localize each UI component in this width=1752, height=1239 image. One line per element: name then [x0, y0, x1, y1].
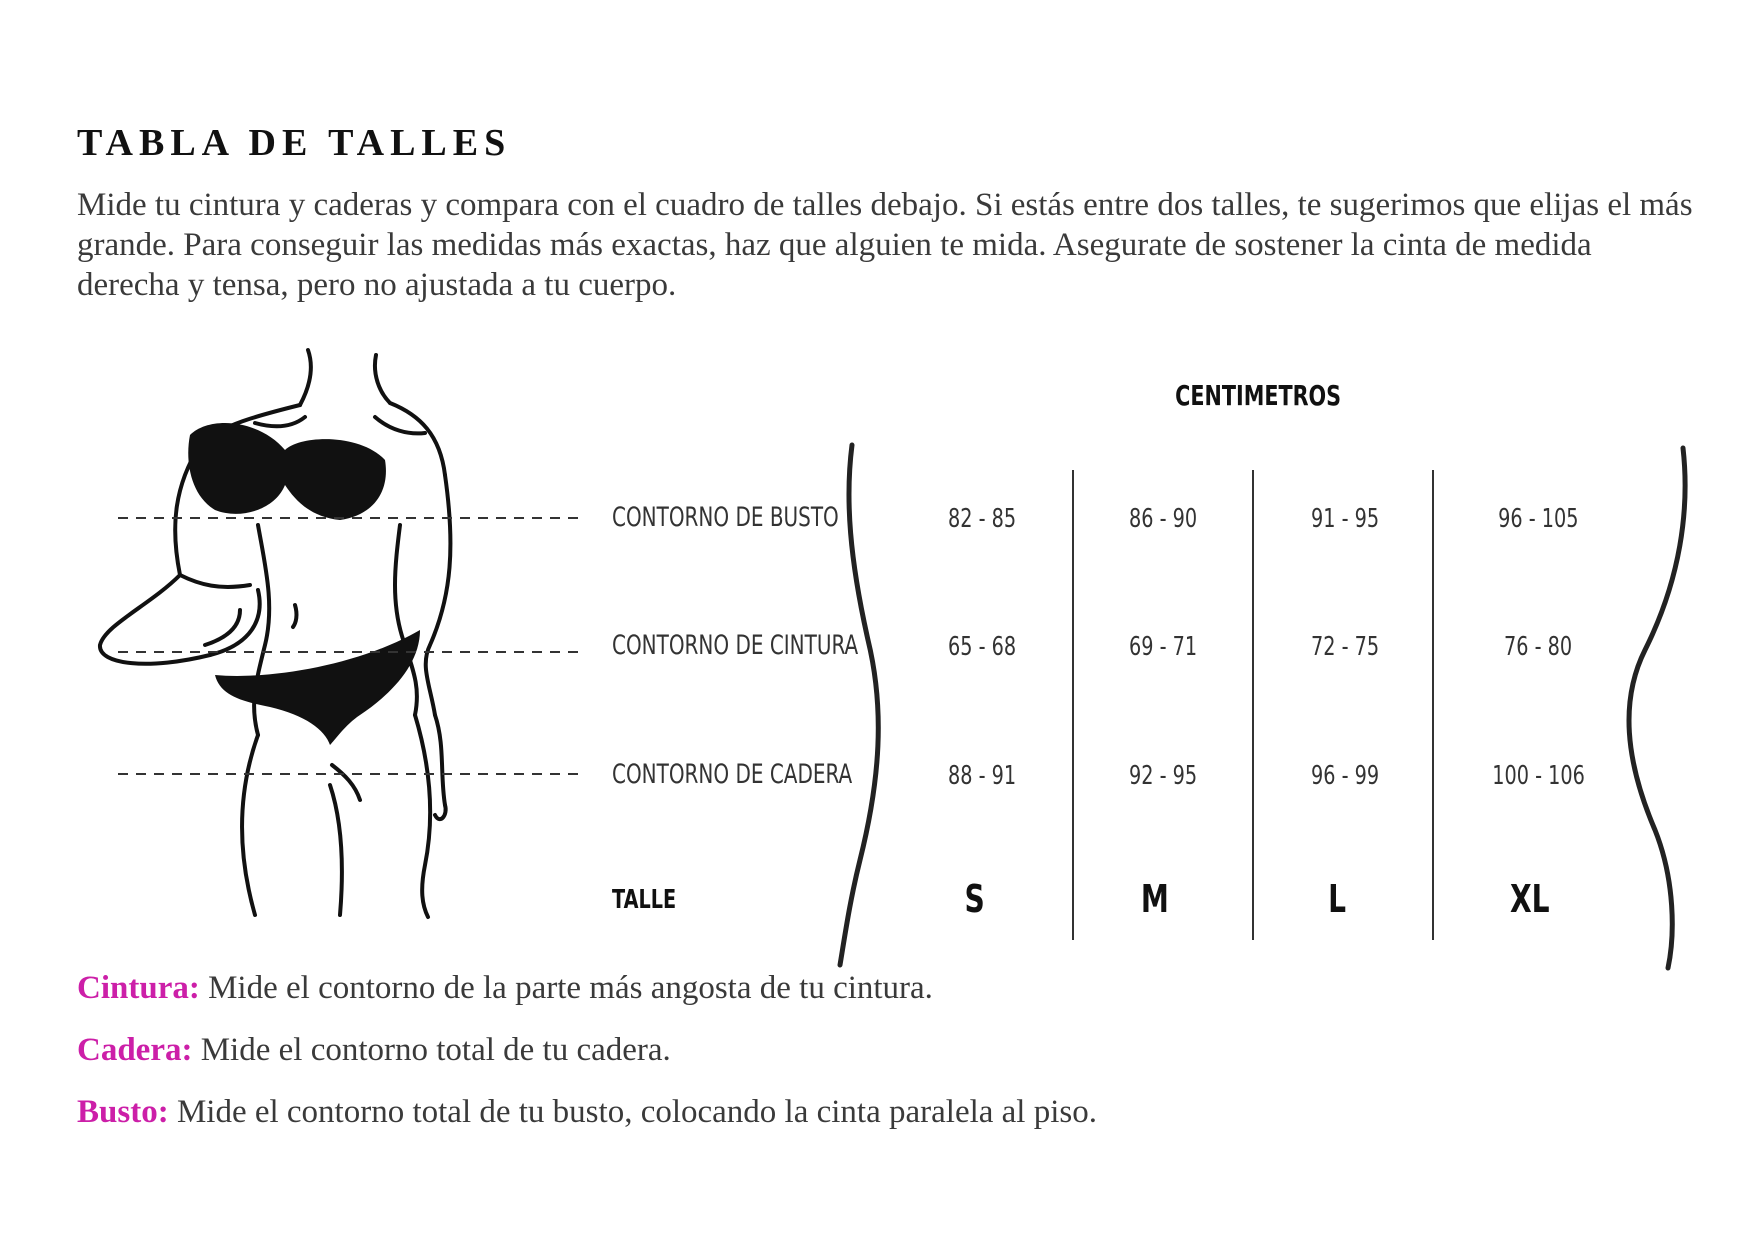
- bikini-bottom-shape: [215, 630, 420, 745]
- unit-header: CENTIMETROS: [1175, 379, 1342, 412]
- note-term: Busto:: [77, 1094, 169, 1130]
- row-label: CONTORNO DE CADERA: [612, 759, 853, 790]
- note-term: Cadera:: [77, 1032, 193, 1068]
- table-cell: 82 - 85: [947, 504, 1017, 534]
- table-cell: 72 - 75: [1310, 632, 1380, 662]
- size-header-xl: XL: [1509, 877, 1550, 921]
- note-busto: [77, 1092, 1697, 1154]
- note-cadera: [77, 1030, 1697, 1092]
- measurement-notes: [77, 968, 1697, 1154]
- size-header-m: M: [1140, 877, 1169, 921]
- table-cell: 91 - 95: [1310, 504, 1380, 534]
- table-cell: 100 - 106: [1491, 761, 1585, 791]
- note-cintura: [77, 968, 1697, 1030]
- size-header-l: L: [1328, 877, 1347, 921]
- table-cell: 76 - 80: [1503, 632, 1573, 662]
- note-text: Mide el contorno total de tu busto, colocando la cinta paralela al piso.: [168, 1094, 1097, 1130]
- note-text: Mide el contorno de la parte más angosta de tu cintura.: [199, 970, 933, 1006]
- left-bracket: [840, 445, 878, 965]
- note-text: Mide el contorno total de tu cadera.: [192, 1032, 671, 1068]
- table-cell: 65 - 68: [947, 632, 1017, 662]
- size-header-s: S: [964, 877, 985, 921]
- page-title: TABLA DE TALLES: [77, 122, 512, 164]
- table-cell: 92 - 95: [1128, 761, 1198, 791]
- size-row-label: TALLE: [612, 885, 677, 915]
- table-cell: 88 - 91: [947, 761, 1017, 791]
- row-label: CONTORNO DE BUSTO: [612, 502, 839, 533]
- right-bracket: [1629, 448, 1685, 968]
- table-cell: 86 - 90: [1128, 504, 1198, 534]
- table-cell: 69 - 71: [1128, 632, 1198, 662]
- row-label: CONTORNO DE CINTURA: [612, 630, 859, 661]
- note-term: Cintura:: [77, 970, 200, 1006]
- table-cell: 96 - 105: [1497, 504, 1579, 534]
- intro-paragraph: Mide tu cintura y caderas y compara con el cuadro de talles debajo. Si estás entre dos talles, te sugerimos que elijas el más grande. Para conseguir las medidas más exactas, haz que alguien te mida. Asegurate de sostener la cinta de medida derecha y tensa, pero no ajustada a tu cuerpo.: [77, 187, 1693, 303]
- body-figure-illustration: [90, 345, 600, 920]
- table-cell: 96 - 99: [1310, 761, 1380, 791]
- bikini-top-shape: [188, 423, 386, 520]
